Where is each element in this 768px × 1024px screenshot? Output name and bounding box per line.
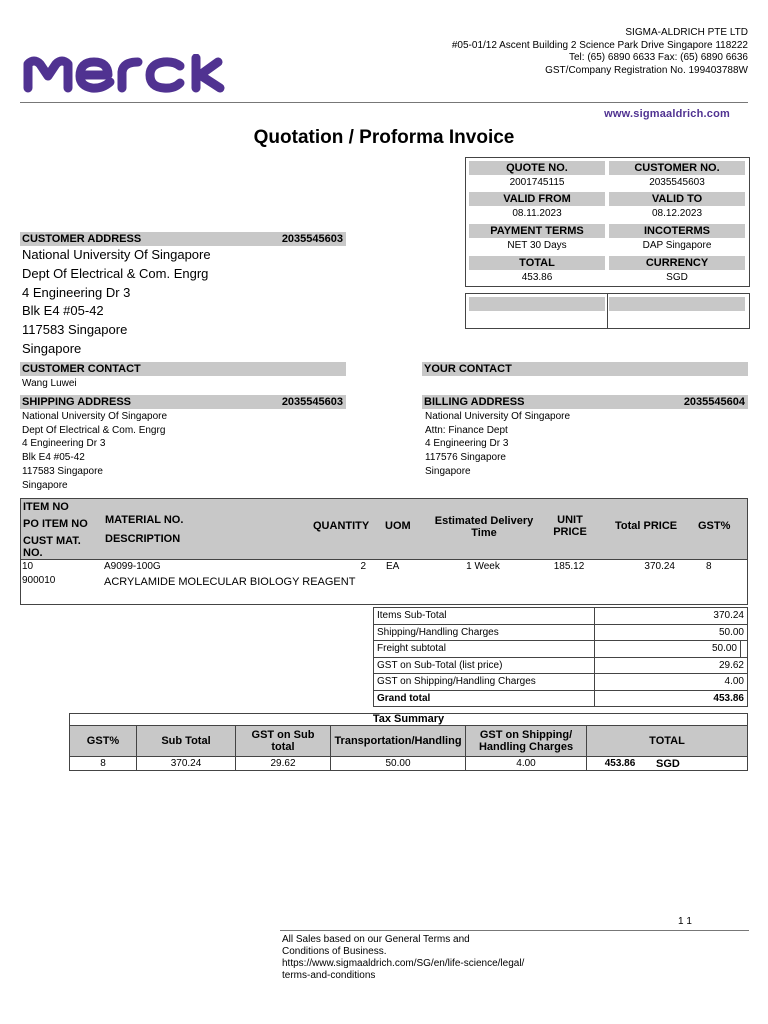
customer-address-number: 2035545603 xyxy=(281,233,343,245)
currency-cell xyxy=(609,256,745,286)
shipping-value: 50.00 xyxy=(595,624,748,641)
tax-col-total: TOTAL xyxy=(587,726,748,757)
payment-terms-value: NET 30 Days xyxy=(507,240,567,251)
shipping-address-number: 2035545603 xyxy=(281,396,343,408)
address-line: Blk E4 #05-42 xyxy=(22,452,85,464)
address-line: Dept Of Electrical & Com. Engrg xyxy=(22,424,166,436)
items-table-header xyxy=(20,498,748,560)
col-delivery-line1: Estimated Delivery xyxy=(434,515,534,527)
totals-row xyxy=(374,674,748,691)
row-uom: EA xyxy=(386,561,400,572)
incoterms-value: DAP Singapore xyxy=(642,240,712,251)
page-number: 1 1 xyxy=(678,916,692,927)
company-address: #05-01/12 Ascent Building 2 Science Park Drive Singapore 118222 xyxy=(451,39,748,51)
document-title: Quotation / Proforma Invoice xyxy=(253,127,515,148)
gst-shipping-value: 4.00 xyxy=(595,674,748,691)
row-gst: 8 xyxy=(706,561,712,572)
address-line: Singapore xyxy=(22,479,68,491)
totals-table xyxy=(373,607,748,707)
tax-summary-table xyxy=(69,713,748,771)
freight-empty xyxy=(741,641,748,658)
col-delivery xyxy=(429,515,539,539)
gst-subtotal-value: 29.62 xyxy=(595,657,748,674)
valid-from-value: 08.11.2023 xyxy=(512,208,562,219)
tax-col-gst-shipping xyxy=(466,726,587,757)
grand-total-value: 453.86 xyxy=(595,690,748,707)
tax-summary-header-row xyxy=(70,726,748,757)
valid-from-cell xyxy=(469,192,605,222)
address-line: 4 Engineering Dr 3 xyxy=(22,438,106,450)
tax-col-gst-shipping-line1: GST on Shipping/ xyxy=(479,729,573,741)
footer-terms xyxy=(282,934,562,982)
table-row xyxy=(20,561,748,595)
quote-extra-box xyxy=(465,293,750,329)
shipping-address-header xyxy=(20,395,346,409)
col-unit-price-line1: UNIT xyxy=(557,514,583,526)
col-unit-price xyxy=(539,514,601,538)
total-cell xyxy=(469,256,605,286)
row-po-item-no: 900010 xyxy=(22,575,56,586)
address-line: 117576 Singapore xyxy=(425,452,506,464)
row-unit-price: 185.12 xyxy=(553,561,585,572)
footer-link[interactable]: terms-and-conditions xyxy=(282,970,376,981)
company-info xyxy=(452,27,748,77)
address-line: 4 Engineering Dr 3 xyxy=(425,438,509,450)
address-line: Dept Of Electrical & Com. Engrg xyxy=(22,265,209,281)
currency-value: SGD xyxy=(666,272,688,283)
grand-total-label: Grand total xyxy=(374,690,595,707)
valid-to-label: VALID TO xyxy=(609,192,745,206)
customer-address-header xyxy=(20,232,346,246)
row-delivery: 1 Week xyxy=(466,561,500,572)
totals-row xyxy=(374,641,748,658)
extra-label-right xyxy=(609,297,745,311)
col-description: DESCRIPTION xyxy=(105,533,181,545)
shipping-label: Shipping/Handling Charges xyxy=(374,624,595,641)
tax-col-gst-shipping-line2: Handling Charges xyxy=(478,741,574,753)
address-line: 117583 Singapore xyxy=(22,322,128,338)
payment-terms-label: PAYMENT TERMS xyxy=(469,224,605,238)
row-total-price: 370.24 xyxy=(644,561,675,572)
address-line: Blk E4 #05-42 xyxy=(22,303,104,319)
col-material-no: MATERIAL NO. xyxy=(105,514,184,526)
tax-summary-caption: Tax Summary xyxy=(70,714,748,726)
billing-address-label: BILLING ADDRESS xyxy=(424,396,525,408)
customer-no-value: 2035545603 xyxy=(649,177,705,188)
col-delivery-line2: Time xyxy=(471,527,497,539)
gst-subtotal-label: GST on Sub-Total (list price) xyxy=(374,657,595,674)
footer-divider xyxy=(280,930,749,931)
address-line: 117583 Singapore xyxy=(22,465,103,477)
tax-summary-row xyxy=(70,757,748,771)
col-cust-mat: CUST MAT. xyxy=(23,535,81,547)
customer-contact-header: CUSTOMER CONTACT xyxy=(20,362,346,376)
totals-row xyxy=(374,624,748,641)
tax-col-gst: GST% xyxy=(70,726,137,757)
customer-no-cell xyxy=(609,161,745,191)
row-quantity: 2 xyxy=(360,561,366,572)
items-subtotal-value: 370.24 xyxy=(595,608,748,625)
col-total-price: Total PRICE xyxy=(615,520,678,532)
customer-address-label: CUSTOMER ADDRESS xyxy=(22,233,142,245)
footer-line: All Sales based on our General Terms and xyxy=(282,934,470,945)
gst-shipping-label: GST on Shipping/Handling Charges xyxy=(374,674,595,691)
freight-value: 50.00 xyxy=(595,641,741,658)
address-line: National University Of Singapore xyxy=(22,411,168,422)
col-uom: UOM xyxy=(385,520,411,532)
address-line: 4 Engineering Dr 3 xyxy=(22,284,131,300)
merck-logo-graphic xyxy=(22,54,258,94)
tax-total-value: 453.86 xyxy=(587,757,654,771)
merck-logo xyxy=(22,54,258,99)
incoterms-cell xyxy=(609,224,745,254)
payment-terms-cell xyxy=(469,224,605,254)
totals-row xyxy=(374,657,748,674)
address-line: Attn: Finance Dept xyxy=(425,424,508,436)
total-value: 453.86 xyxy=(521,272,553,283)
quote-no-label: QUOTE NO. xyxy=(469,161,605,175)
billing-address-header xyxy=(422,395,748,409)
row-item-no: 10 xyxy=(22,561,34,572)
footer-link[interactable]: https://www.sigmaaldrich.com/SG/en/life-science/legal/ xyxy=(282,958,525,969)
row-description: ACRYLAMIDE MOLECULAR BIOLOGY REAGENT xyxy=(104,576,356,588)
col-po-item-no: PO ITEM NO xyxy=(23,518,88,530)
address-line: National University Of Singapore xyxy=(425,411,571,422)
tax-currency-value: SGD xyxy=(653,757,748,771)
quote-no-cell xyxy=(469,161,605,191)
tax-sub-total-value: 370.24 xyxy=(137,757,236,771)
address-line: Singapore xyxy=(425,465,471,477)
tax-gst-sub-total-value: 29.62 xyxy=(236,757,331,771)
tax-col-sub-total: Sub Total xyxy=(137,726,236,757)
tax-transport-value: 50.00 xyxy=(331,757,466,771)
tax-gst-shipping-value: 4.00 xyxy=(466,757,587,771)
company-registration: GST/Company Registration No. 199403788W xyxy=(545,64,748,76)
items-subtotal-label: Items Sub-Total xyxy=(374,608,595,625)
freight-label: Freight subtotal xyxy=(374,641,595,658)
currency-label: CURRENCY xyxy=(609,256,745,270)
tax-col-gst-sub-total: GST on Sub total xyxy=(236,726,331,757)
tax-gst-value: 8 xyxy=(70,757,137,771)
footer-line: Conditions of Business. xyxy=(282,946,387,957)
website-link[interactable]: www.sigmaaldrich.com xyxy=(604,108,730,120)
billing-address-number: 2035545604 xyxy=(683,396,745,408)
row-material-no: A9099-100G xyxy=(104,561,161,572)
header-divider xyxy=(20,102,748,103)
customer-no-label: CUSTOMER NO. xyxy=(609,161,745,175)
company-phone: Tel: (65) 6890 6633 Fax: (65) 6890 6636 xyxy=(568,52,748,63)
extra-label-left xyxy=(469,297,605,311)
quote-no-value: 2001745115 xyxy=(509,177,565,188)
quote-info-box xyxy=(465,157,750,287)
totals-row xyxy=(374,690,748,707)
customer-contact-name: Wang Luwei xyxy=(22,378,77,389)
col-unit-price-line2: PRICE xyxy=(553,526,587,538)
incoterms-label: INCOTERMS xyxy=(609,224,745,238)
tax-col-transport: Transportation/Handling xyxy=(331,726,466,757)
valid-from-label: VALID FROM xyxy=(469,192,605,206)
valid-to-value: 08.12.2023 xyxy=(651,208,703,219)
address-line: National University Of Singapore xyxy=(22,247,211,262)
extra-divider xyxy=(607,294,608,328)
col-gst: GST% xyxy=(698,520,731,532)
shipping-address-lines xyxy=(22,410,167,492)
total-label: TOTAL xyxy=(469,256,605,270)
billing-address-lines xyxy=(425,410,570,479)
col-cust-mat-no: NO. xyxy=(23,547,43,559)
shipping-address-label: SHIPPING ADDRESS xyxy=(22,396,132,408)
col-quantity: QUANTITY xyxy=(313,520,370,532)
address-line: Singapore xyxy=(22,340,82,356)
company-name: SIGMA-ALDRICH PTE LTD xyxy=(625,27,748,38)
totals-row xyxy=(374,608,748,625)
customer-address-lines xyxy=(22,246,211,359)
col-item-no: ITEM NO xyxy=(23,501,69,513)
valid-to-cell xyxy=(609,192,745,222)
your-contact-header: YOUR CONTACT xyxy=(422,362,748,376)
